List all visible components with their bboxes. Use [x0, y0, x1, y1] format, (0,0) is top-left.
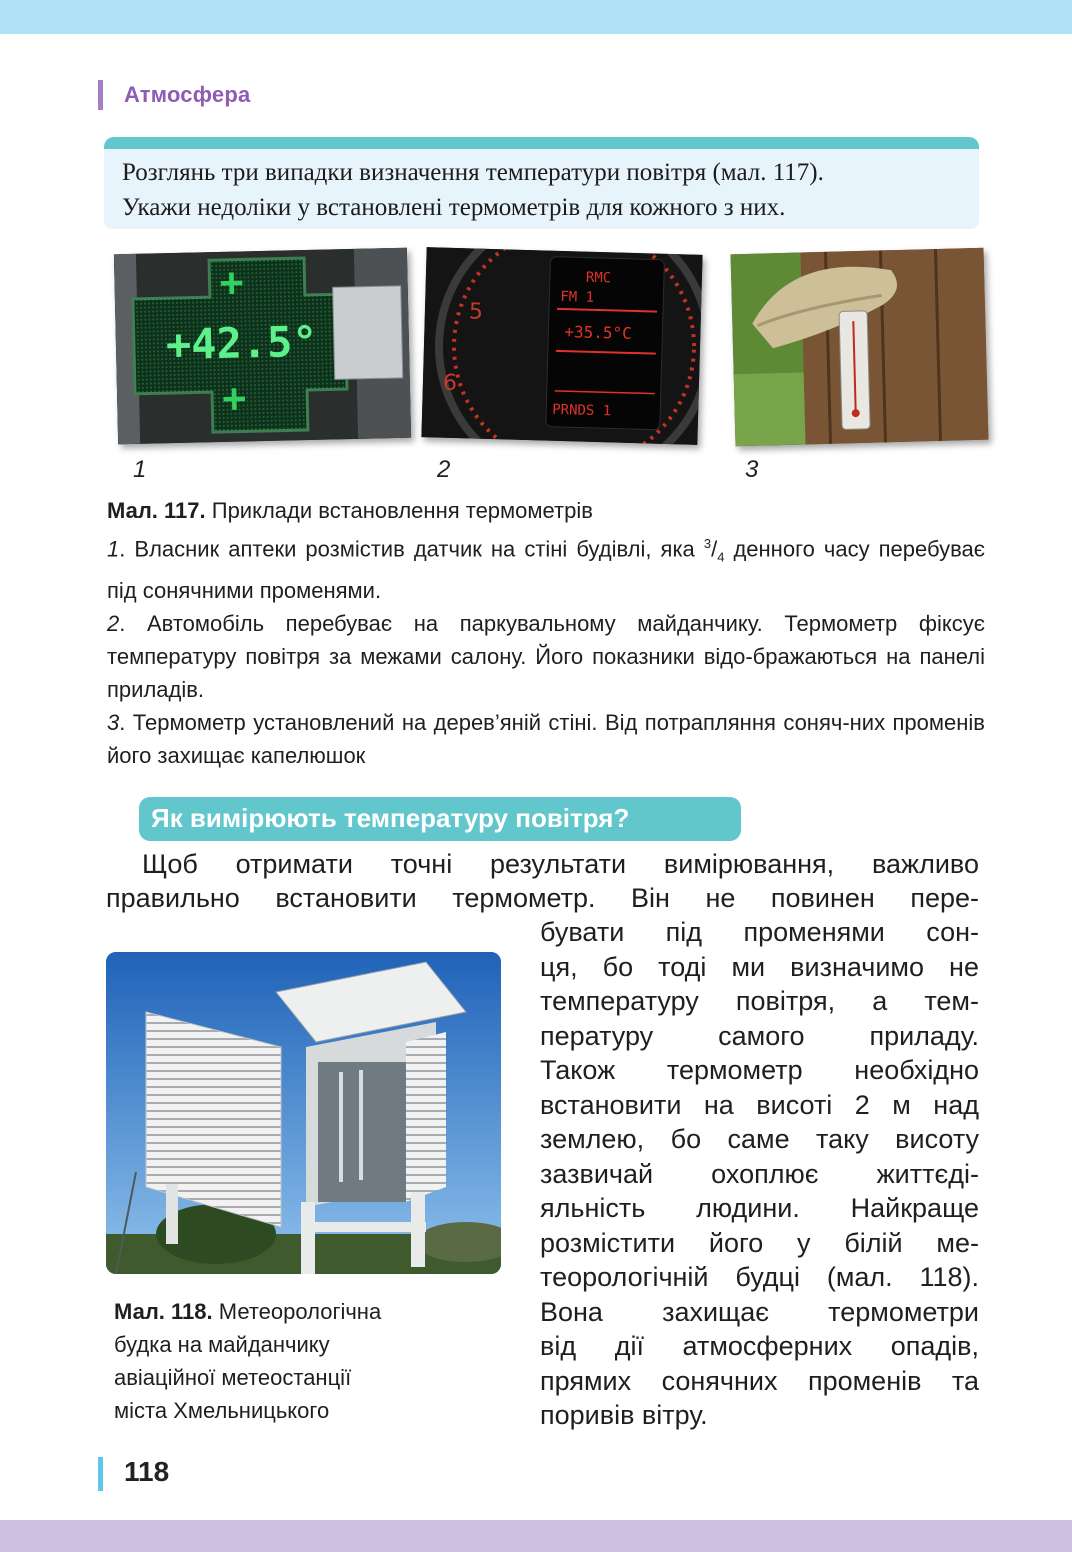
body-line-6: пературу самого приладу. [540, 1021, 979, 1051]
figure-117-caption [107, 494, 985, 772]
display-line-fm: FM 1 [560, 288, 595, 306]
caption-118-line-4: міста Хмельницького [114, 1398, 330, 1423]
body-line-16: прямих сонячних променів та [540, 1366, 979, 1396]
section-marker [98, 80, 103, 110]
body-line-14: Вона захищає термометри [540, 1297, 979, 1327]
body-line-10: зазвичай охоплює життєді- [540, 1159, 979, 1189]
dashboard-illustration [421, 247, 702, 445]
task-text [122, 155, 962, 225]
dial-number-5: 5 [468, 299, 484, 325]
wooden-wall-illustration [731, 248, 989, 447]
caption-117-item-2 [107, 607, 985, 706]
section-title: Атмосфера [124, 82, 251, 107]
item-2-number: 2 [107, 610, 120, 636]
body-line-2: правильно встановити термометр. Він не повинен пере- [106, 883, 979, 913]
item-1-number: 1 [107, 536, 120, 562]
body-line-8: встановити на висоті 2 м над [540, 1090, 979, 1120]
caption-117-item-1: 1. Власник аптеки розмістив датчик на стіні будівлі, яка $^3/_4$ денного часу перебуває під сонячними променями. [107, 536, 986, 603]
item-1-text-a: . Власник аптеки розмістив датчик на стіні будівлі, яка [119, 536, 704, 562]
dial-number-6: 6 [442, 370, 458, 397]
body-line-1: Щоб отримати точні результати вимірювання, важливо [142, 849, 979, 879]
pharmacy-sign-illustration [114, 248, 411, 445]
caption-118-line-1: Метеорологічна [212, 1299, 382, 1324]
body-line-7: Також термометр необхідно [540, 1055, 979, 1085]
display-line-gear: PRNDS 1 [551, 401, 612, 420]
photo-pharmacy-sign [114, 248, 411, 445]
figure-118-caption [114, 1295, 484, 1427]
body-line-5: температуру повітря, а тем- [540, 986, 979, 1016]
bottom-color-band [0, 1520, 1072, 1552]
svg-text:+: + [221, 375, 247, 422]
fraction-denominator: 4 [717, 549, 725, 565]
caption-118-label: Мал. 118. [114, 1299, 213, 1324]
figure-number-2: 2 [437, 456, 451, 483]
body-line-4: ця, бо тоді ми визначимо не [540, 952, 979, 982]
body-line-13: теорологічній будці (мал. 118). [540, 1262, 979, 1292]
fraction-numerator: 3 [703, 536, 712, 551]
item-1-text-b: денного часу перебуває під сонячними променями. [107, 536, 986, 603]
display-line-temperature: +35.5°C [564, 322, 633, 343]
photo-weather-station-box [106, 952, 501, 1274]
task-line-2: Укажи недоліки у встановлені термометрів для кожного з них. [122, 194, 786, 221]
page-number: 118 [124, 1456, 170, 1487]
caption-117-title-text: Приклади встановлення термометрів [205, 498, 593, 523]
section-heading: Як вимірюють температуру повітря? [151, 803, 630, 833]
caption-117-label: Мал. 117. [107, 498, 206, 523]
task-line-1: Розглянь три випадки визначення температури повітря (мал. 117). [122, 159, 824, 186]
caption-118-line-3: авіаційної метеостанції [114, 1365, 352, 1390]
photo-car-dashboard [421, 247, 702, 445]
figure-number-3: 3 [745, 456, 759, 483]
body-line-3: бувати під променями сон- [540, 917, 979, 947]
caption-118-line-2: будка на майданчику [114, 1332, 330, 1357]
body-line-9: землею, бо саме таку висоту [540, 1124, 979, 1154]
caption-117-item-3 [107, 706, 985, 772]
figure-number-1: 1 [133, 456, 147, 483]
body-line-15: від дії атмосферних опадів, [540, 1331, 979, 1361]
pharmacy-temp-readout: +42.5° [165, 316, 319, 370]
body-line-11: яльність людини. Найкраще [540, 1193, 979, 1223]
page-number-marker [98, 1457, 103, 1491]
item-3-text: . Термометр установлений на дерев’яній стіні. Від потрапляння соняч-них променів його захищає капелюшок [107, 709, 985, 768]
task-box [104, 137, 979, 229]
weather-box-illustration [106, 952, 501, 1274]
photo-wooden-wall-thermometer [731, 248, 989, 447]
section-heading-box [139, 797, 741, 841]
svg-text:+: + [219, 259, 245, 306]
display-line-rmc: RMC [585, 269, 612, 287]
item-3-number: 3 [107, 709, 120, 735]
item-2-text: . Автомобіль перебуває на паркувальному майданчику. Термометр фіксує температуру повітря за межами салону. Його показники відо-бражаються на панелі приладів. [107, 610, 985, 702]
caption-117-title [107, 494, 985, 527]
body-line-17: поривів вітру. [540, 1400, 708, 1430]
top-color-band [0, 0, 1072, 34]
body-line-12: розмістити його у білій ме- [540, 1228, 979, 1258]
